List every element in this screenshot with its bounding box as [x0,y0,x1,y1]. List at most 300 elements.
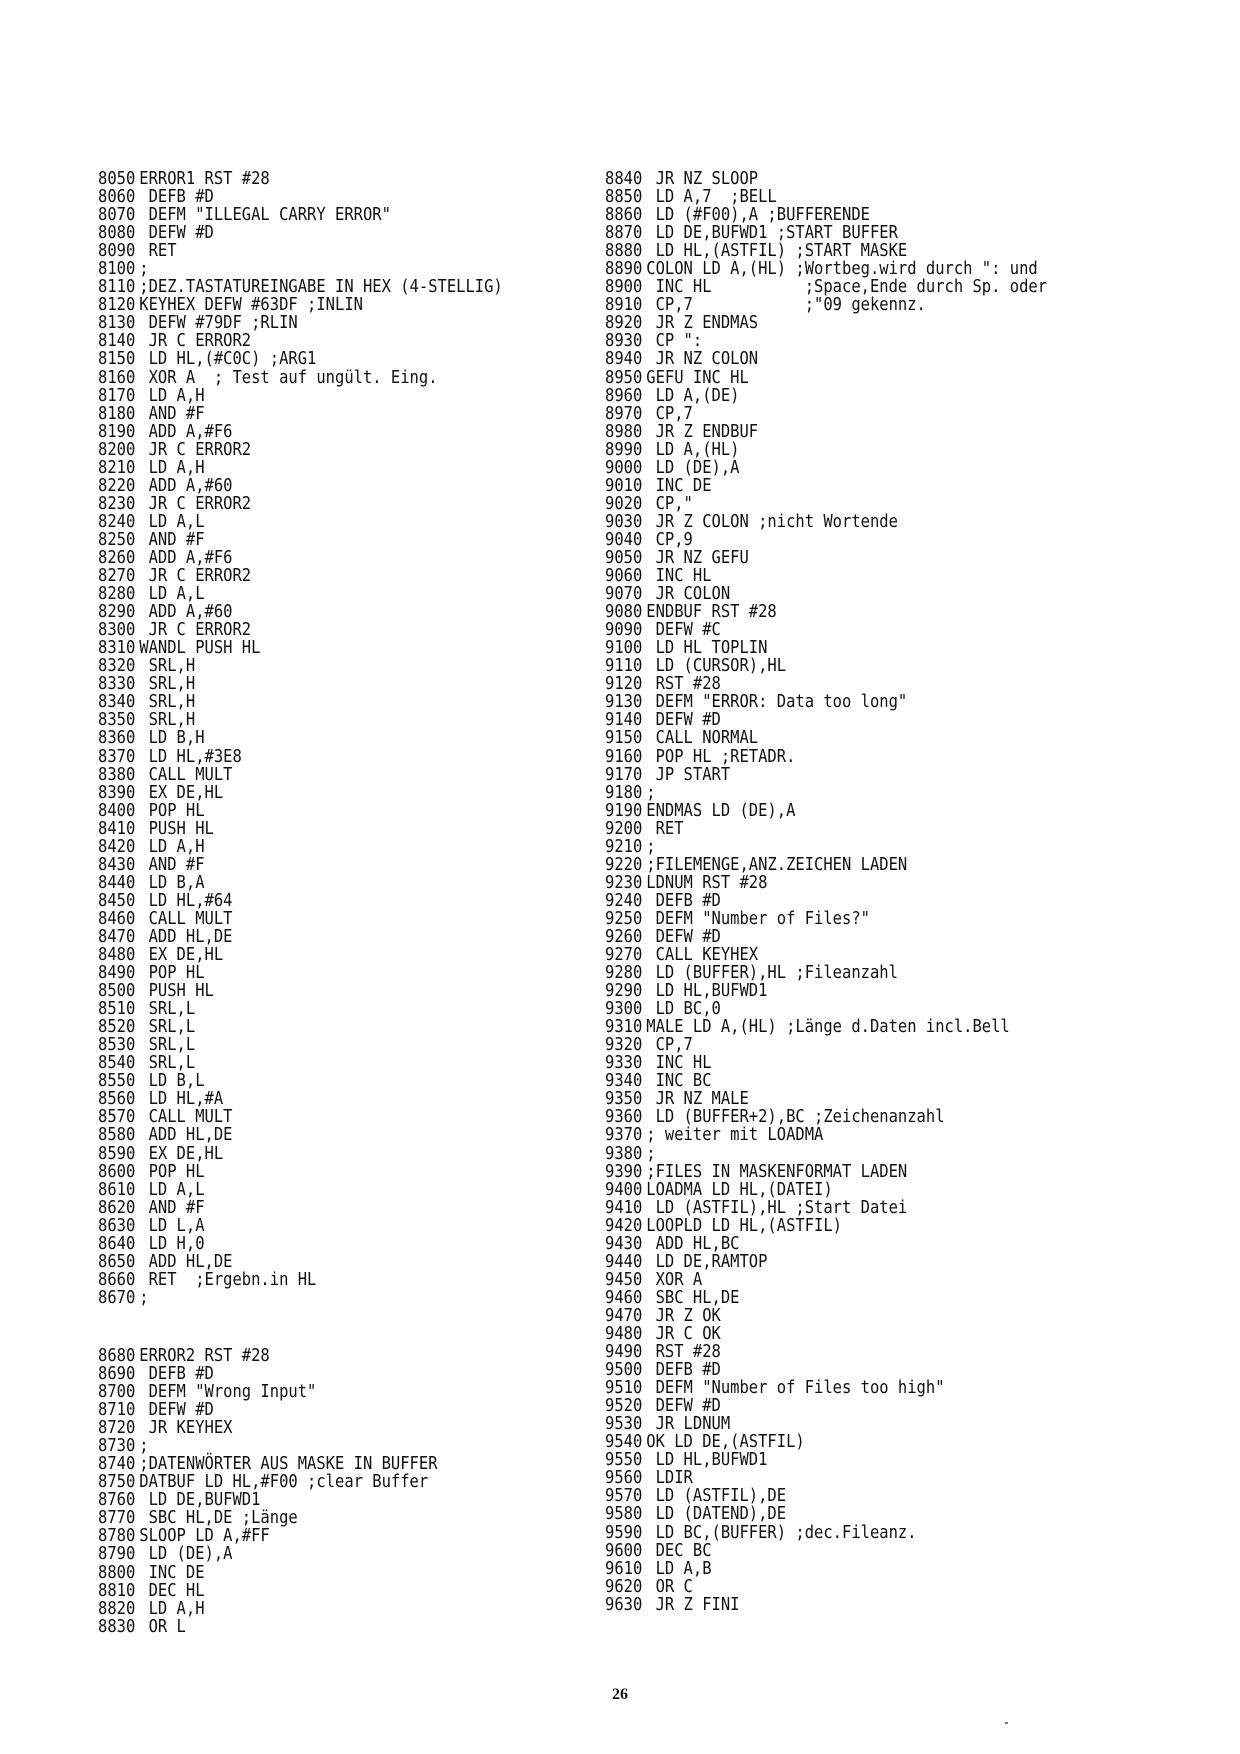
line-number: 8790 [98,1543,136,1565]
code-text: LD HL,BUFWD1 [646,1449,768,1471]
line-number: 8170 [98,384,136,406]
line-number: 9110 [605,655,643,677]
code-text: INC HL [646,1052,712,1074]
line-number: 8100 [98,258,136,280]
code-text: JR NZ MALE [646,1088,749,1110]
line-number: 8340 [98,691,136,713]
code-text: POP HL [139,962,205,984]
code-text: ADD HL,DE [139,1124,233,1146]
code-text: LD HL,#64 [139,889,233,911]
line-number: 8250 [98,528,136,550]
code-listing-right-column [605,170,1047,1614]
line-number: 9340 [605,1070,643,1092]
code-text: LD A,L [139,510,205,532]
line-number: 8350 [98,709,136,731]
code-text: EX DE,HL [139,781,224,803]
code-line [605,1593,1047,1615]
code-text: OR L [139,1615,186,1637]
code-text: LD (ASTFIL),DE [646,1485,787,1507]
line-number: 8120 [98,294,136,316]
code-text: JP START [646,763,731,785]
line-number: 9490 [605,1341,643,1363]
code-text: LD HL,#3E8 [139,745,242,767]
code-text: JR NZ SLOOP [646,168,759,189]
code-text: LD A,B [646,1557,712,1579]
line-number: 9430 [605,1232,643,1254]
line-number: 8180 [98,402,136,424]
code-text: JR NZ COLON [646,348,759,370]
line-number: 9070 [605,583,643,605]
code-text: ; [646,835,656,857]
line-number: 8850 [605,186,643,208]
code-text: LD BC,0 [646,998,721,1020]
line-number: 8320 [98,655,136,677]
code-text: CALL MULT [139,763,233,785]
code-text: ; weiter mit LOADMA [646,1124,824,1146]
code-text: JR NZ GEFU [646,546,749,568]
line-number: 8880 [605,240,643,262]
code-text: DEFW #D [139,222,214,244]
code-text: ; [139,1435,149,1457]
line-number: 9620 [605,1575,643,1597]
code-text: ENDMAS LD (DE),A [646,799,796,821]
line-number: 8730 [98,1435,136,1457]
code-text: DEFW #D [139,1399,214,1421]
line-number: 8330 [98,673,136,695]
code-text: LD (DATEND),DE [646,1503,787,1525]
code-line [605,763,1047,785]
code-text: DEFW #D [646,1395,721,1417]
code-text: LDIR [646,1467,693,1489]
line-number: 8900 [605,276,643,298]
code-text: LOOPLD LD HL,(ASTFIL) [646,1214,842,1236]
code-text: LD BC,(BUFFER) ;dec.Fileanz. [646,1521,917,1543]
line-number: 9370 [605,1124,643,1146]
code-text: GEFU INC HL [646,366,749,388]
code-line [98,242,503,260]
line-number: 8640 [98,1232,136,1254]
line-number: 8690 [98,1363,136,1384]
line-number: 8060 [98,186,136,208]
line-number: 9060 [605,565,643,587]
code-text: ;FILEMENGE,ANZ.ZEICHEN LADEN [646,853,908,875]
line-number: 9100 [605,637,643,659]
code-text: LD (#F00),A ;BUFFERENDE [646,204,870,226]
line-number: 8070 [98,204,136,226]
code-text: LD (CURSOR),HL [646,655,787,677]
line-number: 9310 [605,1016,643,1038]
line-number: 8700 [98,1381,136,1403]
code-text: JR C ERROR2 [139,492,252,514]
code-text: JR COLON [646,583,731,605]
code-text: JR C OK [646,1323,721,1344]
line-number: 9090 [605,619,643,641]
line-number: 8260 [98,546,136,568]
code-text: CALL KEYHEX [646,944,759,966]
code-text: LD H,0 [139,1232,205,1254]
line-number: 9260 [605,925,643,947]
code-text: LD A,H [139,456,205,478]
code-text: JR C ERROR2 [139,619,252,641]
code-text: ADD HL,DE [139,1250,233,1272]
code-text: XOR A [646,1268,703,1290]
code-text: SLOOP LD A,#FF [139,1525,270,1547]
line-number: 8490 [98,962,136,984]
code-text: SRL,L [139,1034,196,1056]
line-number: 9410 [605,1196,643,1218]
code-text: JR KEYHEX [139,1417,233,1439]
code-text: LD A,H [139,1597,205,1619]
code-text: DEC BC [646,1539,712,1561]
code-text: JR C ERROR2 [139,438,252,460]
line-number: 8870 [605,222,643,244]
code-text: CP ": [646,330,703,352]
code-line [98,1268,503,1290]
code-text: ; [646,781,656,803]
code-text: LD HL,#A [139,1088,224,1110]
code-text: DEFW #D [646,925,721,947]
code-text: LD DE,RAMTOP [646,1250,768,1272]
code-text: LDNUM RST #28 [646,871,768,893]
code-listing-left-column [98,170,503,1636]
line-number: 8290 [98,601,136,623]
line-number: 8420 [98,835,136,857]
code-text: JR Z OK [646,1304,721,1326]
code-text: OK LD DE,(ASTFIL) [646,1431,805,1453]
line-number: 8950 [605,366,643,388]
code-text: LD DE,BUFWD1 ;START BUFFER [646,222,898,244]
code-text: CALL MULT [139,1106,233,1128]
line-number: 8270 [98,565,136,587]
code-text: AND #F [139,1196,205,1218]
line-number: 9150 [605,727,643,749]
code-text: JR Z ENDBUF [646,420,759,442]
line-number: 9220 [605,853,643,875]
line-number: 8500 [98,980,136,1002]
code-text: XOR A ; Test auf ungült. Eing. [139,366,438,388]
line-number: 8200 [98,438,136,460]
code-text: JR Z COLON ;nicht Wortende [646,510,898,532]
code-text: DEFM "ERROR: Data too long" [646,691,908,713]
code-text: OR C [646,1575,693,1597]
code-text: LD HL,BUFWD1 [646,980,768,1002]
code-text: RET [646,817,684,839]
code-text: LD A,H [139,384,205,406]
code-text: DEFB #D [139,186,214,208]
line-number: 9360 [605,1106,643,1128]
code-text: CP," [646,492,693,514]
line-number: 8710 [98,1399,136,1421]
code-line [605,1126,1047,1144]
line-number: 8630 [98,1214,136,1236]
line-number: 9380 [605,1142,643,1164]
line-number: 9160 [605,745,643,767]
line-number: 9540 [605,1431,643,1453]
code-text: POP HL [139,1160,205,1182]
code-text: DEFB #D [646,889,721,911]
code-text: INC HL ;Space,Ende durch Sp. oder [646,276,1048,298]
line-number: 8760 [98,1489,136,1511]
line-number: 8470 [98,925,136,947]
code-text: SBC HL,DE ;Länge [139,1507,298,1529]
line-number: 9530 [605,1413,643,1435]
page-number: 26 [612,1686,628,1703]
code-text: RST #28 [646,1341,721,1363]
line-number: 9230 [605,871,643,893]
line-number: 9080 [605,601,643,623]
line-number: 9330 [605,1052,643,1074]
line-number: 9590 [605,1521,643,1543]
code-text: DEFM "Number of Files too high" [646,1377,945,1399]
line-number: 8620 [98,1196,136,1218]
line-number: 8970 [605,402,643,424]
code-text: ; [139,258,149,280]
code-text: ; [646,1142,656,1164]
line-number: 9190 [605,799,643,821]
code-text: SRL,L [139,1016,196,1038]
line-number: 8650 [98,1250,136,1272]
code-text: PUSH HL [139,817,214,839]
line-number: 8080 [98,222,136,244]
code-text: LD B,H [139,727,205,749]
code-text: LD (DE),A [646,456,740,478]
code-text: AND #F [139,853,205,875]
code-text: MALE LD A,(HL) ;Länge d.Daten incl.Bell [646,1016,1010,1038]
code-text: DEFM "ILLEGAL CARRY ERROR" [139,204,391,226]
line-number: 9030 [605,510,643,532]
code-text: LD A,7 ;BELL [646,186,777,208]
line-number: 8940 [605,348,643,370]
code-text: JR Z FINI [646,1593,740,1615]
line-number: 8140 [98,330,136,352]
line-number: 8210 [98,456,136,478]
line-number: 8780 [98,1525,136,1547]
code-text: ;DATENWÖRTER AUS MASKE IN BUFFER [139,1453,438,1475]
code-text: DATBUF LD HL,#F00 ;clear Buffer [139,1471,429,1493]
code-text: AND #F [139,402,205,424]
line-number: 8380 [98,763,136,785]
code-text: CP,7 [646,1034,693,1056]
line-number: 9140 [605,709,643,731]
line-number: 8520 [98,1016,136,1038]
code-text: LD (BUFFER+2),BC ;Zeichenanzahl [646,1106,945,1128]
line-number: 9630 [605,1593,643,1615]
line-number: 8820 [98,1597,136,1619]
code-text: EX DE,HL [139,1142,224,1164]
line-number: 8680 [98,1344,136,1366]
code-text: LD A,H [139,835,205,857]
line-number: 8610 [98,1178,136,1200]
code-text: INC DE [646,474,712,496]
code-line [605,817,1047,839]
code-text: JR C ERROR2 [139,565,252,587]
code-text: LD A,(HL) [646,438,740,460]
code-text: DEFW #79DF ;RLIN [139,312,298,334]
line-number: 8310 [98,637,136,659]
line-number: 9520 [605,1395,643,1417]
line-number: 8230 [98,492,136,514]
line-number: 9240 [605,889,643,911]
line-number: 8960 [605,384,643,406]
line-number: 8540 [98,1052,136,1074]
code-text: ADD A,#60 [139,601,233,623]
code-text: COLON LD A,(HL) ;Wortbeg.wird durch ": und [646,258,1038,280]
line-number: 9560 [605,1467,643,1489]
line-number: 9320 [605,1034,643,1056]
line-number: 8720 [98,1417,136,1439]
code-text: LD HL,(ASTFIL) ;START MASKE [646,240,908,262]
line-number: 8110 [98,276,136,298]
line-number: 8860 [605,204,643,226]
code-line [98,1419,503,1437]
line-number: 8810 [98,1579,136,1601]
code-text: AND #F [139,528,205,550]
line-number: 8280 [98,583,136,605]
code-text: LD (BUFFER),HL ;Fileanzahl [646,962,898,984]
code-text: JR LDNUM [646,1413,731,1435]
code-text: LD DE,BUFWD1 [139,1489,261,1511]
code-line [98,1615,503,1637]
line-number: 9300 [605,998,643,1020]
line-number: 8770 [98,1507,136,1529]
code-text: POP HL ;RETADR. [646,745,796,767]
line-number: 8460 [98,907,136,929]
line-number: 8890 [605,258,643,280]
line-number: 9130 [605,691,643,713]
code-text: INC BC [646,1070,712,1092]
line-number: 8240 [98,510,136,532]
line-number: 8430 [98,853,136,875]
line-number: 9210 [605,835,643,857]
line-number: 8580 [98,1124,136,1146]
line-number: 9200 [605,817,643,839]
code-text: ; [139,1286,149,1308]
line-number: 9390 [605,1160,643,1182]
code-text: DEC HL [139,1579,205,1601]
code-text: LD (DE),A [139,1543,233,1565]
line-number: 8660 [98,1268,136,1290]
code-text: LD HL TOPLIN [646,637,768,659]
code-text: SRL,H [139,709,196,731]
code-text: LD A,(DE) [646,384,740,406]
line-number: 9470 [605,1304,643,1326]
code-text: DEFW #D [646,709,721,731]
code-text: ;DEZ.TASTATUREINGABE IN HEX (4-STELLIG) [139,276,503,298]
line-number: 8050 [98,168,136,189]
line-number: 9010 [605,474,643,496]
line-number: 8930 [605,330,643,352]
line-number: 9280 [605,962,643,984]
line-number: 8400 [98,799,136,821]
code-text: DEFW #C [646,619,721,641]
code-text: ADD A,#F6 [139,420,233,442]
line-number: 9460 [605,1286,643,1308]
line-number: 9550 [605,1449,643,1471]
line-number: 8360 [98,727,136,749]
line-number: 9480 [605,1323,643,1344]
code-text: INC HL [646,565,712,587]
code-text: LOADMA LD HL,(DATEI) [646,1178,833,1200]
code-text: ENDBUF RST #28 [646,601,777,623]
code-text: SRL,H [139,673,196,695]
line-number: 8300 [98,619,136,641]
line-number: 9600 [605,1539,643,1561]
line-number: 8130 [98,312,136,334]
line-number: 8980 [605,420,643,442]
code-text: WANDL PUSH HL [139,637,261,659]
line-number: 9000 [605,456,643,478]
code-text: ERROR2 RST #28 [139,1344,270,1366]
code-text: SBC HL,DE [646,1286,740,1308]
line-number: 8570 [98,1106,136,1128]
code-text: INC DE [139,1561,205,1583]
code-text: ;FILES IN MASKENFORMAT LADEN [646,1160,908,1182]
code-text: POP HL [139,799,205,821]
line-number: 8910 [605,294,643,316]
code-text: SRL,L [139,1052,196,1074]
line-number: 9120 [605,673,643,695]
code-text: DEFM "Number of Files?" [646,907,870,929]
code-text: DEFM "Wrong Input" [139,1381,317,1403]
code-text: KEYHEX DEFW #63DF ;INLIN [139,294,363,316]
code-text: SRL,H [139,655,196,677]
code-text: LD A,L [139,1178,205,1200]
line-number: 8440 [98,871,136,893]
line-number: 9250 [605,907,643,929]
line-number: 9270 [605,944,643,966]
code-text: LD A,L [139,583,205,605]
line-number: 8800 [98,1561,136,1583]
line-number: 9040 [605,528,643,550]
code-text: ADD HL,BC [646,1232,740,1254]
line-number: 9180 [605,781,643,803]
line-number: 8410 [98,817,136,839]
code-text: LD B,L [139,1070,205,1092]
line-number: 9050 [605,546,643,568]
code-text: CALL NORMAL [646,727,759,749]
code-text: CP,9 [646,528,693,550]
line-number: 8510 [98,998,136,1020]
code-text: LD HL,(#C0C) ;ARG1 [139,348,317,370]
code-text: SRL,L [139,998,196,1020]
line-number: 8670 [98,1286,136,1308]
line-number: 9510 [605,1377,643,1399]
code-text: LD (ASTFIL),HL ;Start Datei [646,1196,908,1218]
line-number: 9170 [605,763,643,785]
code-text: SRL,H [139,691,196,713]
line-number: 8390 [98,781,136,803]
line-number: 9570 [605,1485,643,1507]
line-number: 8370 [98,745,136,767]
code-text: DEFB #D [646,1359,721,1381]
line-number: 8830 [98,1615,136,1637]
code-text: RET [139,240,177,262]
line-number: 8220 [98,474,136,496]
line-number: 8480 [98,944,136,966]
code-text: RST #28 [646,673,721,695]
line-number: 8560 [98,1088,136,1110]
line-number: 9400 [605,1178,643,1200]
line-number: 8150 [98,348,136,370]
code-text: JR C ERROR2 [139,330,252,352]
line-number: 8740 [98,1453,136,1475]
line-number: 8160 [98,366,136,388]
code-text: ADD A,#F6 [139,546,233,568]
code-text: ADD HL,DE [139,925,233,947]
line-number: 8450 [98,889,136,911]
line-number: 9610 [605,1557,643,1579]
line-number: 8840 [605,168,643,189]
